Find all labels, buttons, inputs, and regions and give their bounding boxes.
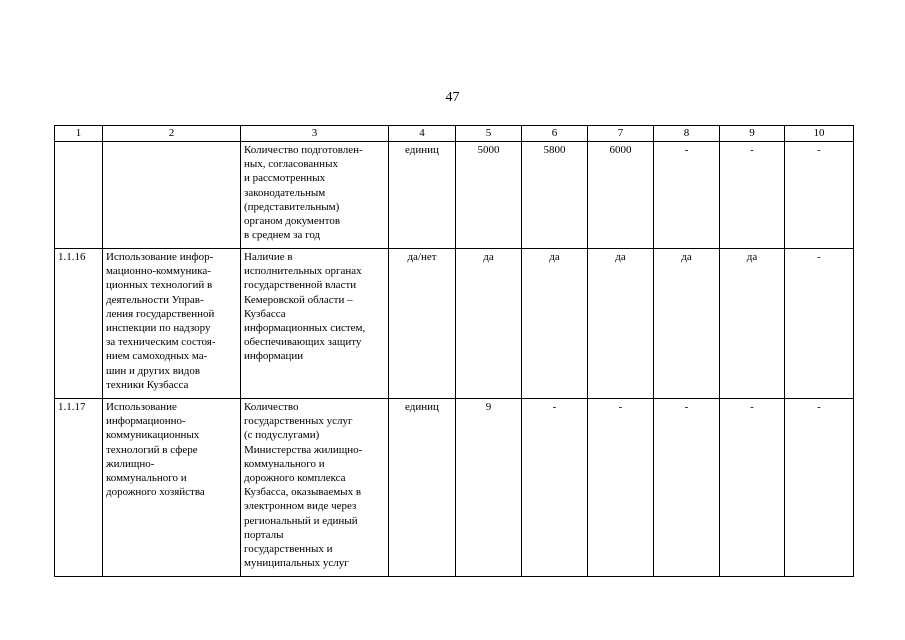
header-col-10: 10 [785,126,854,142]
value-cell-5: 9 [456,399,522,577]
header-col-1: 1 [55,126,103,142]
indicator-name-text: Количество государственных услуг (с подуслугами) Министерства жилищно- коммунального и дорожного комплекса Кузбасса, оказываемых в электронном виде через региональный и единый порталы государственных и муниципальных услуг [244,401,363,570]
measure-name-cell [103,142,241,249]
header-col-2: 2 [103,126,241,142]
measure-name-text: Использование информационно- коммуникационных технологий в сфере жилищно- коммунального и дорожного хозяйства [106,401,205,499]
header-col-6: 6 [522,126,588,142]
value-cell-8: да [654,249,720,399]
measure-name-text: Использование инфор- мационно-коммуника- ционных технологий в деятельности Управ- ления государственной инспекции по надзору за техническим состоя- нием самоходных ма- шин и других видов техники Кузбасса [106,251,216,391]
value-cell-7: 6000 [588,142,654,249]
value-cell-8: - [654,399,720,577]
indicators-table [54,125,854,577]
table-header-row [55,126,854,142]
value-cell-7: - [588,399,654,577]
unit-cell: единиц [389,399,456,577]
value-cell-7: да [588,249,654,399]
header-col-9: 9 [720,126,785,142]
value-cell-6: да [522,249,588,399]
unit-cell: единиц [389,142,456,249]
page-number: 47 [445,90,460,105]
row-number-cell [55,142,103,249]
value-cell-10: - [785,142,854,249]
value-cell-10: - [785,399,854,577]
row-number-cell: 1.1.17 [55,399,103,577]
header-col-5: 5 [456,126,522,142]
indicator-name-cell [241,142,389,249]
value-cell-5: да [456,249,522,399]
indicator-name-text: Количество подготовлен- ных, согласованных и рассмотренных законодательным (представительным) органом документов в среднем за год [244,144,363,242]
header-col-4: 4 [389,126,456,142]
indicator-name-cell [241,399,389,577]
measure-name-cell [103,249,241,399]
value-cell-5: 5000 [456,142,522,249]
indicator-name-text: Наличие в исполнительных органах государственной власти Кемеровской области – Кузбасса информационных систем, обеспечивающих защиту информации [244,251,366,363]
value-cell-10: - [785,249,854,399]
value-cell-6: - [522,399,588,577]
row-number-cell: 1.1.16 [55,249,103,399]
value-cell-8: - [654,142,720,249]
measure-name-cell [103,399,241,577]
indicator-name-cell [241,249,389,399]
table-row [55,142,854,249]
table-row [55,249,854,399]
value-cell-9: - [720,142,785,249]
header-col-7: 7 [588,126,654,142]
table-row [55,399,854,577]
value-cell-6: 5800 [522,142,588,249]
value-cell-9: - [720,399,785,577]
value-cell-9: да [720,249,785,399]
header-col-8: 8 [654,126,720,142]
header-col-3: 3 [241,126,389,142]
unit-cell: да/нет [389,249,456,399]
